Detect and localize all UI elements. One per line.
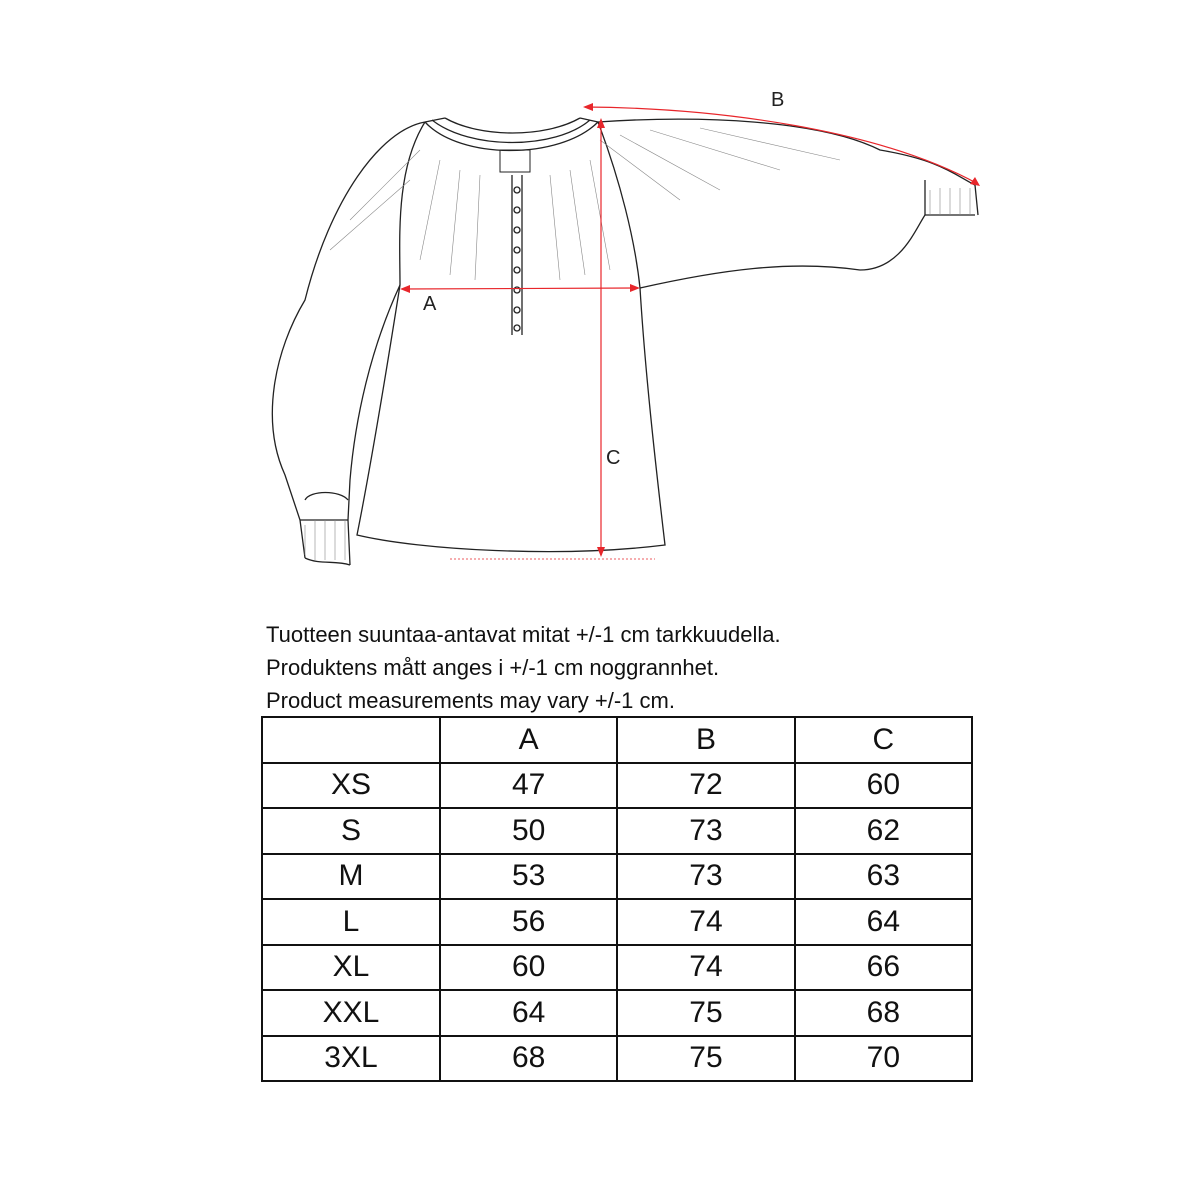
- table-row: [262, 1036, 972, 1082]
- value-cell: 74: [617, 899, 794, 945]
- value-cell: 60: [440, 945, 617, 991]
- value-cell: 62: [795, 808, 972, 854]
- value-cell: 63: [795, 854, 972, 900]
- size-cell: [262, 717, 440, 763]
- value-cell: 66: [795, 945, 972, 991]
- value-cell: C: [795, 717, 972, 763]
- value-cell: 73: [617, 808, 794, 854]
- table-header-row: [262, 717, 972, 763]
- value-cell: 68: [440, 1036, 617, 1082]
- value-cell: 74: [617, 945, 794, 991]
- value-cell: 68: [795, 990, 972, 1036]
- value-cell: 47: [440, 763, 617, 809]
- measure-b-label: B: [771, 89, 785, 111]
- value-cell: 64: [795, 899, 972, 945]
- value-cell: 60: [795, 763, 972, 809]
- blouse-outline: [272, 118, 978, 565]
- value-cell: A: [440, 717, 617, 763]
- value-cell: 75: [617, 1036, 794, 1082]
- value-cell: 73: [617, 854, 794, 900]
- table-row: [262, 990, 972, 1036]
- value-cell: 75: [617, 990, 794, 1036]
- value-cell: 72: [617, 763, 794, 809]
- measure-c-label: C: [606, 447, 621, 469]
- size-cell: M: [262, 854, 440, 900]
- value-cell: B: [617, 717, 794, 763]
- size-cell: S: [262, 808, 440, 854]
- value-cell: 70: [795, 1036, 972, 1082]
- value-cell: 50: [440, 808, 617, 854]
- table-row: [262, 899, 972, 945]
- table-row: [262, 808, 972, 854]
- value-cell: 53: [440, 854, 617, 900]
- table-row: [262, 945, 972, 991]
- table-row: [262, 854, 972, 900]
- measure-b-line: [585, 107, 978, 184]
- note-finnish: Tuotteen suuntaa-antavat mitat +/-1 cm tarkkuudella.: [266, 622, 781, 647]
- measure-a-line: [402, 288, 638, 289]
- buttons: [514, 187, 520, 331]
- note-swedish: Produktens mått anges i +/-1 cm noggrannhet.: [266, 655, 720, 680]
- measurement-lines: [400, 103, 980, 559]
- size-table: [261, 716, 973, 1082]
- note-english: Product measurements may vary +/-1 cm.: [266, 688, 675, 713]
- size-cell: XXL: [262, 990, 440, 1036]
- value-cell: 64: [440, 990, 617, 1036]
- size-cell: 3XL: [262, 1036, 440, 1082]
- size-cell: XL: [262, 945, 440, 991]
- value-cell: 56: [440, 899, 617, 945]
- measurement-notes: [266, 618, 781, 717]
- table-row: [262, 763, 972, 809]
- size-cell: XS: [262, 763, 440, 809]
- measure-a-label: A: [423, 293, 437, 315]
- size-cell: L: [262, 899, 440, 945]
